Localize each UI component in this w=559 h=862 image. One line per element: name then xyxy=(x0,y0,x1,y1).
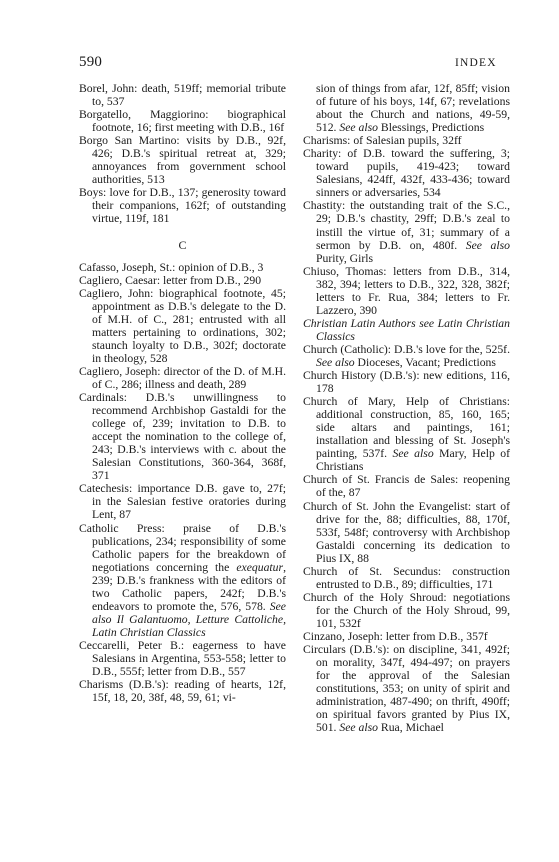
entry-text: Boys: love for D.B., 137; generosity toward their companions, 162f; of outstanding virtue, 119f, 181 xyxy=(79,186,286,226)
italic-text: See also Il Galantuomo, Letture Cattoliche, Latin Christian Classics xyxy=(92,599,286,639)
italic-text: exequatur xyxy=(236,560,284,574)
entry-text: Cagliero, Caesar: letter from D.B., 290 xyxy=(79,273,262,287)
entry-text: Chastity: the outstanding trait of the S.C., 29; D.B.'s chastity, 29ff; D.B.'s zeal to instill the virtue of, 31; summary of a sermon by D.B. on, 480f. xyxy=(303,199,510,252)
italic-text: See also xyxy=(392,447,434,461)
index-entry xyxy=(303,630,510,643)
entry-text: Church History (D.B.'s): new editions, 116, 178 xyxy=(303,369,510,396)
index-column-right xyxy=(303,82,510,734)
index-entry xyxy=(303,565,510,591)
index-entry xyxy=(303,199,510,264)
entry-text: Charisms: of Salesian pupils, 32ff xyxy=(303,134,462,148)
index-entry xyxy=(303,134,510,147)
entry-text: Borel, John: death, 519ff; memorial tribute to, 537 xyxy=(79,82,286,109)
entry-text: Church of the Holy Shroud: negotiations for the Church of the Holy Shroud, 99, 101, 532f xyxy=(303,590,510,630)
entry-text: Church of Mary, Help of Christians: additional construction, 85, 160, 165; side altars and paintings, 161; installation and blessing of St. Joseph's painting, 537f. xyxy=(303,395,510,461)
section-letter: C xyxy=(178,237,187,252)
entry-text: Church of St. John the Evangelist: start of drive for the, 88; difficulties, 88, 170f, 533f, 548f; controversy with Archbishop Gastaldi concerning its dedication to Pius IX, 88 xyxy=(303,499,510,565)
entry-text: Charity: of D.B. toward the suffering, 3; toward pupils, 419-423; toward Salesians, 424ff, 432f, 433-436; toward sinners or adversaries, 534 xyxy=(303,147,510,200)
index-entry xyxy=(79,365,286,391)
index-entry xyxy=(79,186,286,225)
entry-text: Catholic Press: praise of D.B.'s publications, 234; responsibility of some Catholic papers for the breakdown of negotiations concerning the xyxy=(79,521,286,574)
index-entry xyxy=(303,395,510,473)
index-entry xyxy=(79,134,286,186)
entry-text: Cafasso, Joseph, St.: opinion of D.B., 3 xyxy=(79,260,264,274)
index-entry xyxy=(79,482,286,521)
page-number: 590 xyxy=(79,54,103,70)
italic-text: See also xyxy=(316,355,355,369)
index-entry xyxy=(79,391,286,482)
entry-text: Purity, Girls xyxy=(316,251,374,265)
index-entry xyxy=(303,343,510,369)
entry-text: Circulars (D.B.'s): on discipline, 341, 492f; on morality, 347f, 494-497; on prayers for the approval of the Salesian constitutions, 353; on unity of spirit and administration, 487-490; on thrift, 490ff; on spiritual favors granted by Pius IX, 501. xyxy=(303,643,510,735)
index-entry xyxy=(303,473,510,499)
italic-text: See also xyxy=(339,121,378,135)
italic-text: Christian Latin Authors see Latin Christian Classics xyxy=(303,316,510,343)
entry-text: Mary, Help of Christians xyxy=(316,447,510,474)
index-column-left xyxy=(79,82,286,704)
entry-text: Charisms (D.B.'s): reading of hearts, 12f, 15f, 18, 20, 38f, 48, 59, 61; vi- xyxy=(79,678,286,705)
index-entry xyxy=(303,369,510,395)
italic-text: See also xyxy=(465,238,510,252)
index-entry xyxy=(303,591,510,630)
entry-text: Cagliero, John: biographical footnote, 45; appointment as D.B.'s delegate to the D. of M.H. of C., 281; entrusted with all matters pertaining to ordinations, 302; staunch loyalty to D.B., 302f; doctorate in theology, 528 xyxy=(79,286,286,365)
entry-text: Cagliero, Joseph: director of the D. of M.H. of C., 286; illness and death, 289 xyxy=(79,364,286,391)
index-entry xyxy=(79,82,286,108)
entry-text: sion of things from afar, 12f, 85ff; vision of future of his boys, 14f, 67; revelations about the Church and nations, 49-59, 512. xyxy=(316,82,510,135)
entry-text: Church (Catholic): D.B.'s love for the, 525f. xyxy=(303,342,510,356)
running-head: INDEX xyxy=(455,57,497,69)
entry-text: , 239; D.B.'s frankness with the editors of two Catholic papers, 242f; D.B.'s endeavors to promote the, 576, 578. xyxy=(92,560,286,613)
entry-text: Dioceses, Vacant; Predictions xyxy=(354,355,496,369)
index-entry xyxy=(79,522,286,639)
entry-text: Cardinals: D.B.'s unwillingness to recommend Archbishop Gastaldi for the college of, 239; invitation to D.B. to accept the nomination to the college of, 243; D.B.'s interviews with c. about the Salesian Constitutions, 360-364, 368f, 371 xyxy=(79,391,286,483)
entry-text: Rua, Michael xyxy=(378,721,444,735)
entry-text: Borgatello, Maggiorino: biographical footnote, 16; first meeting with D.B., 16f xyxy=(79,108,286,135)
index-entry xyxy=(79,639,286,678)
entry-text: Ceccarelli, Peter B.: eagerness to have Salesians in Argentina, 553-558; letter to D.B., 555f; letter from D.B., 557 xyxy=(79,638,286,679)
entry-text: Chiuso, Thomas: letters from D.B., 314, 382, 394; letters to D.B., 322, 328, 382f; letters to Fr. Rua, 384; letters to Fr. Lazzero, 390 xyxy=(303,264,510,317)
entry-text: Catechesis: importance D.B. gave to, 27f; in the Salesian festive oratories during Lent, 87 xyxy=(79,482,286,522)
italic-text: See also xyxy=(339,721,378,735)
index-entry xyxy=(79,261,286,274)
entry-text: Blessings, Predictions xyxy=(378,121,485,135)
index-entry xyxy=(303,317,510,343)
index-entry xyxy=(303,147,510,199)
entry-text: Church of St. Secundus: construction entrusted to D.B., 89; difficulties, 171 xyxy=(303,564,510,591)
entry-text: Cinzano, Joseph: letter from D.B., 357f xyxy=(303,629,488,643)
index-entry xyxy=(79,108,286,134)
index-entry xyxy=(303,643,510,734)
index-entry xyxy=(303,265,510,317)
index-entry xyxy=(79,274,286,287)
index-entry xyxy=(79,678,286,704)
index-entry-continued xyxy=(303,82,510,134)
entry-text: Church of St. Francis de Sales: reopening of the, 87 xyxy=(303,473,510,500)
index-entry xyxy=(79,287,286,365)
entry-text: Borgo San Martino: visits by D.B., 92f, 426; D.B.'s spiritual retreat at, 329; annoyances from government school authorities, 513 xyxy=(79,134,286,187)
index-entry xyxy=(303,500,510,565)
